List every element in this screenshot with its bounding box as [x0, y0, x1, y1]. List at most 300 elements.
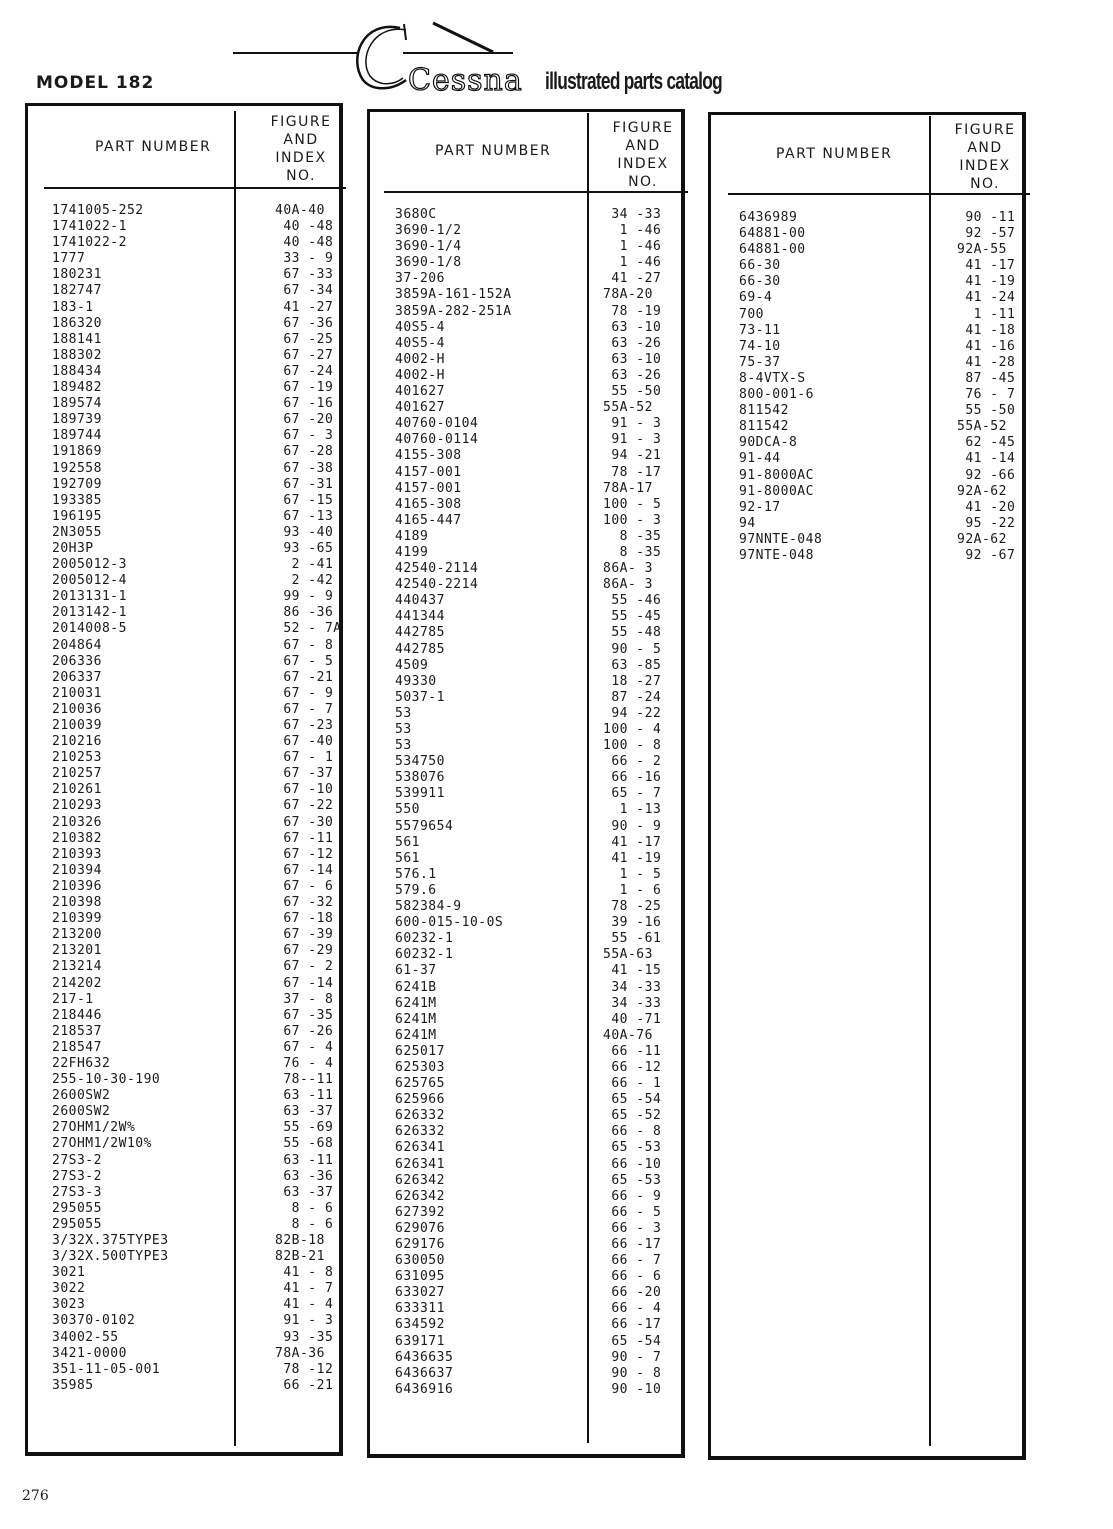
- table-row: [395, 1301, 685, 1317]
- part-number: 91-8000AC: [739, 467, 814, 483]
- figure-index: 63 -11: [275, 1152, 334, 1168]
- table-row: [52, 831, 342, 847]
- figure-index: 8 -35: [603, 528, 662, 544]
- figure-index: 66 - 8: [603, 1124, 662, 1140]
- table-row: [395, 593, 685, 609]
- figure-index: 63 -10: [603, 319, 662, 335]
- figure-index: 90 - 8: [603, 1365, 662, 1381]
- part-number: 811542: [739, 403, 789, 419]
- part-number: 35985: [52, 1377, 94, 1393]
- figure-index: 66 -20: [603, 1285, 662, 1301]
- part-number: 3859A-282-251A: [395, 303, 512, 319]
- table-row: [52, 654, 342, 670]
- part-number: 440437: [395, 593, 445, 609]
- part-number: 60232-1: [395, 947, 454, 963]
- figure-index: 41 -20: [957, 499, 1016, 515]
- figure-index: 2 -41: [275, 557, 334, 573]
- part-number: 629076: [395, 1220, 445, 1236]
- figure-index: 67 -15: [275, 492, 334, 508]
- figure-index: 1 - 6: [603, 882, 662, 898]
- table-row: [395, 931, 685, 947]
- table-row: [395, 1044, 685, 1060]
- part-number: 4157-001: [395, 480, 462, 496]
- table-row: [52, 815, 342, 831]
- table-row: [395, 465, 685, 481]
- figure-index: 41 -24: [957, 290, 1016, 306]
- table-row: [395, 1028, 685, 1044]
- table-row: [395, 980, 685, 996]
- table-row: [739, 548, 1024, 564]
- figure-index: 67 -40: [275, 734, 334, 750]
- figure-index: 94 -22: [603, 705, 662, 721]
- figure-index: 8 -35: [603, 544, 662, 560]
- table-row: [52, 1169, 342, 1185]
- figure-index: 63 -85: [603, 657, 662, 673]
- table-row: [52, 718, 342, 734]
- table-row: [52, 1072, 342, 1088]
- table-row: [395, 513, 685, 529]
- part-number: 40S5-4: [395, 335, 445, 351]
- part-number: 74-10: [739, 338, 781, 354]
- part-number: 561: [395, 850, 420, 866]
- table-row: [52, 557, 342, 573]
- figure-index: 67 -24: [275, 363, 334, 379]
- figure-index: 52 - 7A: [275, 621, 342, 637]
- part-number: 1741022-2: [52, 235, 127, 251]
- figure-index: 41 -17: [603, 834, 662, 850]
- table-row: [395, 577, 685, 593]
- part-number: 27S3-2: [52, 1152, 102, 1168]
- part-number: 210393: [52, 846, 102, 862]
- figure-index: 66 - 9: [603, 1188, 662, 1204]
- table-row: [395, 561, 685, 577]
- figure-index: 86 -36: [275, 605, 334, 621]
- part-number: 6436989: [739, 210, 798, 225]
- table-row: [395, 1317, 685, 1333]
- figure-index: 92 -67: [957, 547, 1016, 563]
- figure-index: 39 -16: [603, 915, 662, 931]
- table-row: [739, 258, 1024, 274]
- table-row: [52, 267, 342, 283]
- figure-index: 87 -45: [957, 370, 1016, 386]
- part-number: 214202: [52, 975, 102, 991]
- table-row: [395, 320, 685, 336]
- catalog-title: illustrated parts catalog: [545, 68, 722, 95]
- part-number: 182747: [52, 283, 102, 299]
- table-row: [395, 1157, 685, 1173]
- table-row: [52, 1185, 342, 1201]
- figure-index: 67 -39: [275, 927, 334, 943]
- part-number: 53: [395, 722, 412, 737]
- table-row: [395, 1253, 685, 1269]
- figure-index: 78 -17: [603, 464, 662, 480]
- table-row: [739, 516, 1024, 532]
- part-number: 94: [739, 515, 756, 531]
- table-row: [739, 419, 1024, 435]
- table-row: [739, 403, 1024, 419]
- part-number: 6436635: [395, 1349, 454, 1365]
- part-number: 22FH632: [52, 1055, 111, 1071]
- part-number: 626341: [395, 1156, 445, 1172]
- table-row: [52, 525, 342, 541]
- part-number: 42540-2214: [395, 577, 479, 593]
- figure-index: 67 - 3: [275, 428, 334, 444]
- table-row: [395, 481, 685, 497]
- figure-index: 55 -61: [603, 931, 662, 947]
- figure-index: 65 -52: [603, 1108, 662, 1124]
- figure-index: 67 - 6: [275, 878, 334, 894]
- figure-index: 1 -46: [603, 239, 662, 255]
- figure-index: 55A-52: [957, 419, 1007, 435]
- part-number: 69-4: [739, 290, 773, 306]
- figure-index: 67 -38: [275, 460, 334, 476]
- part-number: 210036: [52, 701, 102, 717]
- part-number: 6241B: [395, 979, 437, 995]
- part-number: 4157-001: [395, 464, 462, 480]
- figure-index: 63 -37: [275, 1184, 334, 1200]
- part-number: 8-4VTX-S: [739, 370, 806, 386]
- table-row: [395, 625, 685, 641]
- figure-index: 8 - 6: [275, 1200, 334, 1216]
- part-number: 538076: [395, 770, 445, 786]
- part-number: 626332: [395, 1124, 445, 1140]
- part-number: 3/32X.500TYPE3: [52, 1249, 169, 1265]
- table-row: [395, 1189, 685, 1205]
- part-number: 218537: [52, 1023, 102, 1039]
- part-number: 191869: [52, 444, 102, 460]
- figure-index: 67 -19: [275, 380, 334, 396]
- part-number: 625303: [395, 1059, 445, 1075]
- figure-index: 67 -28: [275, 444, 334, 460]
- part-number: 625966: [395, 1092, 445, 1108]
- figure-index: 63 -26: [603, 367, 662, 383]
- table-row: [395, 529, 685, 545]
- figure-index: 65 -53: [603, 1140, 662, 1156]
- figure-index: 90 -11: [957, 210, 1016, 225]
- table-row: [52, 1362, 342, 1378]
- table-row: [395, 1269, 685, 1285]
- part-number: 576.1: [395, 866, 437, 882]
- part-number: 40760-0114: [395, 432, 479, 448]
- figure-index: 41 -18: [957, 322, 1016, 338]
- table-row: [739, 484, 1024, 500]
- part-number: 189739: [52, 412, 102, 428]
- table-row: [52, 847, 342, 863]
- part-number: 61-37: [395, 963, 437, 979]
- part-number: 188434: [52, 363, 102, 379]
- figure-index: 40 -71: [603, 1011, 662, 1027]
- table-row: [395, 1060, 685, 1076]
- part-number: 5579654: [395, 818, 454, 834]
- part-number: 629176: [395, 1237, 445, 1252]
- table-row: [739, 355, 1024, 371]
- figure-index: 67 -25: [275, 331, 334, 347]
- figure-index: 67 -30: [275, 814, 334, 830]
- table-row: [395, 432, 685, 448]
- part-number: 582384-9: [395, 899, 462, 915]
- figure-index: 86A- 3: [603, 577, 653, 593]
- figure-index: 67 - 8: [275, 637, 334, 653]
- table-row: [395, 754, 685, 770]
- part-number: 188141: [52, 331, 102, 347]
- figure-index: 67 -33: [275, 267, 334, 283]
- part-number: 4165-447: [395, 512, 462, 528]
- part-number: 351-11-05-001: [52, 1361, 161, 1377]
- part-number: 53: [395, 738, 412, 754]
- part-number: 634592: [395, 1317, 445, 1333]
- figure-index: 66 - 2: [603, 754, 662, 770]
- figure-index: 93 -35: [275, 1329, 334, 1345]
- table-row: [52, 348, 342, 364]
- figure-index: 62 -45: [957, 435, 1016, 451]
- table-row: [395, 223, 685, 239]
- panel-1-figure-header: FIGURE AND INDEX NO.: [270, 114, 332, 184]
- part-number: 27S3-3: [52, 1184, 102, 1200]
- figure-index: 67 -32: [275, 895, 334, 911]
- part-number: 192709: [52, 476, 102, 492]
- part-number: 401627: [395, 400, 445, 416]
- figure-index: 41 -16: [957, 338, 1016, 354]
- figure-index: 66 -17: [603, 1237, 662, 1252]
- table-row: [52, 1346, 342, 1362]
- part-number: 2014008-5: [52, 621, 127, 637]
- part-number: 91-44: [739, 451, 781, 467]
- part-number: 442785: [395, 625, 445, 641]
- part-number: 2600SW2: [52, 1088, 111, 1104]
- figure-index: 67 -21: [275, 669, 334, 685]
- part-number: 27OHM1/2W%: [52, 1120, 136, 1136]
- panel-1-part-number-header: PART NUMBER: [95, 139, 212, 155]
- part-number: 4165-308: [395, 496, 462, 512]
- table-row: [739, 290, 1024, 306]
- figure-index: 100 - 3: [603, 512, 662, 528]
- figure-index: 41 -27: [603, 271, 662, 287]
- figure-index: 93 -40: [275, 524, 334, 540]
- part-number: 196195: [52, 508, 102, 524]
- table-row: [52, 573, 342, 589]
- part-number: 700: [739, 306, 764, 322]
- table-row: [52, 702, 342, 718]
- table-row: [395, 352, 685, 368]
- table-row: [395, 1076, 685, 1092]
- part-number: 73-11: [739, 322, 781, 338]
- figure-index: 41 - 4: [275, 1297, 334, 1313]
- figure-index: 67 - 7: [275, 701, 334, 717]
- figure-index: 67 -14: [275, 862, 334, 878]
- table-row: [52, 1040, 342, 1056]
- part-number: 53: [395, 705, 412, 721]
- part-number: 210216: [52, 734, 102, 750]
- part-number: 183-1: [52, 299, 94, 315]
- figure-index: 78 -19: [603, 303, 662, 319]
- figure-index: 78A-17: [603, 480, 653, 496]
- panel-2-header-rule: [384, 191, 688, 193]
- table-row: [52, 1104, 342, 1120]
- figure-index: 41 -17: [957, 258, 1016, 274]
- figure-index: 87 -24: [603, 689, 662, 705]
- part-number: 626342: [395, 1172, 445, 1188]
- part-number: 210399: [52, 911, 102, 927]
- part-number: 60232-1: [395, 931, 454, 947]
- part-number: 625017: [395, 1043, 445, 1059]
- part-number: 210394: [52, 862, 102, 878]
- figure-index: 92A-62: [957, 483, 1007, 499]
- figure-index: 41 -15: [603, 963, 662, 979]
- table-row: [52, 750, 342, 766]
- table-row: [395, 1366, 685, 1382]
- figure-index: 78A-20: [603, 287, 653, 303]
- table-row: [395, 674, 685, 690]
- figure-index: 55A-63: [603, 947, 653, 963]
- table-row: [395, 384, 685, 400]
- table-row: [52, 1297, 342, 1313]
- part-number: 2N3055: [52, 524, 102, 540]
- part-number: 37-206: [395, 271, 445, 287]
- figure-index: 67 -29: [275, 943, 334, 959]
- figure-index: 33 - 9: [275, 251, 334, 267]
- figure-index: 40 -48: [275, 219, 334, 235]
- part-number: 295055: [52, 1216, 102, 1232]
- table-row: [395, 287, 685, 303]
- table-row: [395, 1012, 685, 1028]
- figure-index: 66 -17: [603, 1317, 662, 1333]
- figure-index: 63 -26: [603, 335, 662, 351]
- figure-index: 55 -45: [603, 609, 662, 625]
- part-number: 27OHM1/2W10%: [52, 1136, 152, 1152]
- figure-index: 55 -68: [275, 1136, 334, 1152]
- table-row: [52, 412, 342, 428]
- part-number: 210382: [52, 830, 102, 846]
- figure-index: 55 -50: [957, 403, 1016, 419]
- table-row: [739, 210, 1024, 226]
- panel-3-part-number-header: PART NUMBER: [776, 146, 893, 162]
- figure-index: 76 - 4: [275, 1055, 334, 1071]
- part-number: 4199: [395, 544, 429, 560]
- figure-index: 41 -14: [957, 451, 1016, 467]
- table-row: [52, 316, 342, 332]
- part-number: 3022: [52, 1281, 86, 1297]
- table-row: [52, 976, 342, 992]
- figure-index: 90 -10: [603, 1381, 662, 1397]
- part-number: 189744: [52, 428, 102, 444]
- panel-3-header-rule: [728, 193, 1030, 195]
- part-number: 639171: [395, 1333, 445, 1349]
- part-number: 189482: [52, 380, 102, 396]
- part-number: 1741022-1: [52, 219, 127, 235]
- table-row: [395, 722, 685, 738]
- figure-index: 55 -46: [603, 593, 662, 609]
- figure-index: 65 - 7: [603, 786, 662, 802]
- part-number: 5037-1: [395, 689, 445, 705]
- table-row: [395, 448, 685, 464]
- part-number: 217-1: [52, 991, 94, 1007]
- table-row: [52, 428, 342, 444]
- table-row: [52, 1024, 342, 1040]
- figure-index: 67 - 5: [275, 653, 334, 669]
- table-row: [739, 339, 1024, 355]
- figure-index: 34 -33: [603, 979, 662, 995]
- part-number: 193385: [52, 492, 102, 508]
- table-row: [52, 1249, 342, 1265]
- figure-index: 66 - 5: [603, 1204, 662, 1220]
- table-row: [395, 947, 685, 963]
- table-row: [739, 371, 1024, 387]
- part-number: 210396: [52, 878, 102, 894]
- figure-index: 66 - 7: [603, 1253, 662, 1269]
- table-row: [395, 819, 685, 835]
- table-row: [52, 251, 342, 267]
- figure-index: 40A-76: [603, 1027, 653, 1043]
- panel-2-part-number-header: PART NUMBER: [435, 143, 552, 159]
- part-number: 4002-H: [395, 367, 445, 383]
- figure-index: 41 -28: [957, 354, 1016, 370]
- part-number: 2013131-1: [52, 589, 127, 605]
- part-number: 626332: [395, 1108, 445, 1124]
- table-row: [52, 863, 342, 879]
- table-row: [395, 609, 685, 625]
- figure-index: 78A-36: [275, 1345, 325, 1361]
- table-row: [739, 500, 1024, 516]
- figure-index: 41 - 8: [275, 1265, 334, 1281]
- part-number: 2013142-1: [52, 605, 127, 621]
- table-row: [52, 1265, 342, 1281]
- figure-index: 100 - 8: [603, 738, 662, 754]
- table-row: [52, 235, 342, 251]
- figure-index: 91 - 3: [603, 416, 662, 432]
- table-row: [52, 1281, 342, 1297]
- figure-index: 67 -35: [275, 1007, 334, 1023]
- part-number: 2600SW2: [52, 1104, 111, 1120]
- page-number: 276: [22, 1488, 49, 1504]
- table-row: [52, 1313, 342, 1329]
- figure-index: 90 - 7: [603, 1349, 662, 1365]
- panel-1-header-rule: [44, 187, 346, 189]
- part-number: 255-10-30-190: [52, 1072, 161, 1088]
- part-number: 3023: [52, 1297, 86, 1313]
- table-row: [395, 1237, 685, 1253]
- figure-index: 63 -36: [275, 1168, 334, 1184]
- table-row: [395, 658, 685, 674]
- table-row: [395, 368, 685, 384]
- table-row: [52, 219, 342, 235]
- figure-index: 41 -27: [275, 299, 334, 315]
- table-row: [52, 911, 342, 927]
- figure-index: 65 -54: [603, 1092, 662, 1108]
- figure-index: 1 - 5: [603, 866, 662, 882]
- table-row: [395, 416, 685, 432]
- table-row: [52, 1088, 342, 1104]
- table-row: [52, 670, 342, 686]
- part-number: 579.6: [395, 882, 437, 898]
- panel-3-figure-header: FIGURE AND INDEX NO.: [954, 122, 1016, 192]
- table-row: [395, 867, 685, 883]
- part-number: 213214: [52, 959, 102, 975]
- part-number: 210398: [52, 895, 102, 911]
- part-number: 90DCA-8: [739, 435, 798, 451]
- table-row: [52, 589, 342, 605]
- figure-index: 55 -69: [275, 1120, 334, 1136]
- part-number: 210326: [52, 814, 102, 830]
- table-row: [52, 1153, 342, 1169]
- table-row: [395, 1173, 685, 1189]
- part-number: 189574: [52, 396, 102, 412]
- figure-index: 65 -54: [603, 1333, 662, 1349]
- table-row: [739, 242, 1024, 258]
- part-number: 40760-0104: [395, 416, 479, 432]
- table-row: [395, 1205, 685, 1221]
- figure-index: 63 -37: [275, 1104, 334, 1120]
- part-number: 64881-00: [739, 242, 806, 258]
